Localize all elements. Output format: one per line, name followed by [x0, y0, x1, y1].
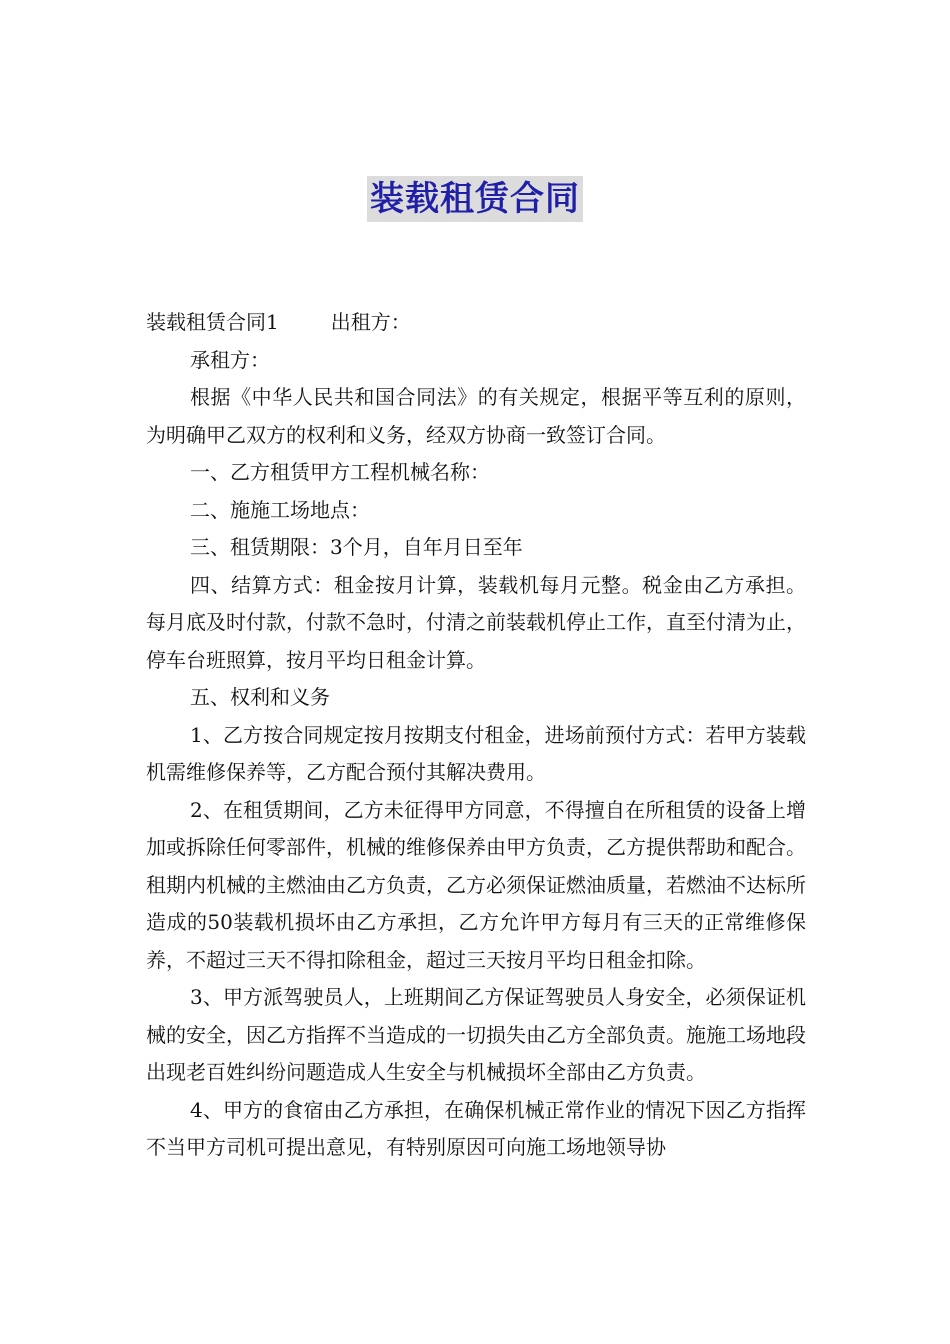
- clause-1-machine-name: 一、乙方租赁甲方工程机械名称：: [190, 460, 490, 484]
- rights-item-2: 2、在租赁期间，乙方未征得甲方同意，不得擅自在所租赁的设备上增加或拆除任何零部件，机械的维修保养由甲方负责，乙方提供帮助和配合。租期内机械的主燃油由乙方负责，乙方必须保证燃油质量，若燃油不达标所造成的50装载机损坏由乙方承担，乙方允许甲方每月有三天的正常维修保养，不超过三天不得扣除租金，超过三天按月平均日租金扣除。: [146, 797, 806, 972]
- rights-item-4: 4、甲方的食宿由乙方承担，在确保机械正常作业的情况下因乙方指挥不当甲方司机可提出意见，有特别原因可向施工场地领导协: [146, 1097, 806, 1159]
- clause-3-lease-term: 三、租赁期限：3个月，自年月日至年: [190, 535, 523, 559]
- contract-number: 装载租赁合同1: [146, 310, 279, 334]
- paragraph-preamble: 根据《中华人民共和国合同法》的有关规定，根据平等互利的原则，为明确甲乙双方的权利和义务，经双方协商一致签订合同。: [146, 385, 806, 447]
- paragraph-lessee: 承租方：: [190, 347, 270, 372]
- rights-item-3: 3、甲方派驾驶员人，上班期间乙方保证驾驶员人身安全，必须保证机械的安全，因乙方指挥不当造成的一切损失由乙方全部负责。施施工场地段出现老百姓纠纷问题造成人生安全与机械损坏全部由乙方负责。: [146, 985, 806, 1084]
- document-body: [146, 304, 806, 1167]
- lessor-label: 出租方：: [330, 310, 411, 334]
- clause-2-site-location: 二、施施工场地点：: [190, 497, 370, 522]
- clause-4-settlement: 四、结算方式：租金按月计算，装载机每月元整。税金由乙方承担。每月底及时付款，付款不急时，付清之前装载机停止工作，直至付清为止，停车台班照算，按月平均日租金计算。: [146, 572, 806, 672]
- rights-item-1: 1、乙方按合同规定按月按期支付租金，进场前预付方式：若甲方装载机需维修保养等，乙方配合预付其解决费用。: [146, 722, 806, 784]
- contract-heading-line: [146, 304, 806, 342]
- title-container: [0, 176, 950, 222]
- clause-5-rights-heading: 五、权利和义务: [190, 685, 330, 709]
- document-title: 装载租赁合同: [367, 176, 583, 222]
